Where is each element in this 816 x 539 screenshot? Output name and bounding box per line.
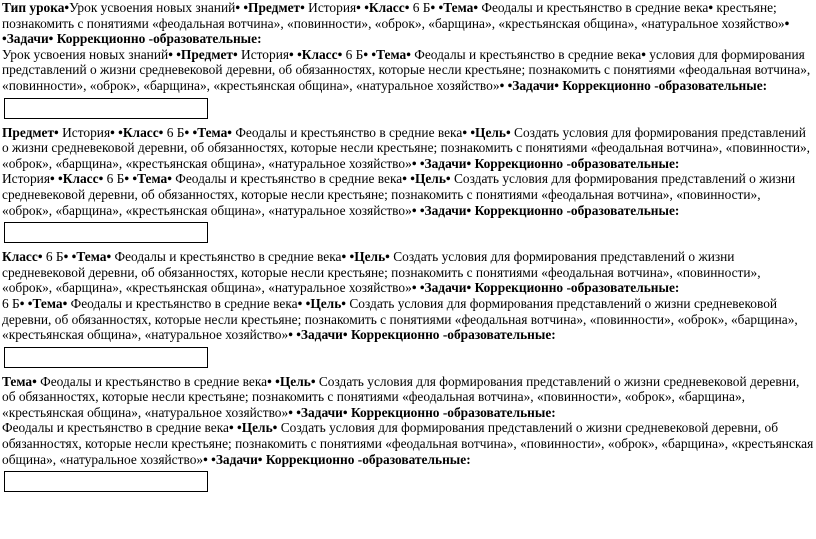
text-run: Феодалы и крестьянство в средние века bbox=[67, 295, 298, 311]
bold-run: • bbox=[466, 202, 472, 218]
bold-run: Задачи bbox=[300, 404, 343, 420]
bold-run: • • bbox=[203, 451, 216, 467]
bold-run: Задачи bbox=[424, 155, 467, 171]
bold-run: • • bbox=[341, 249, 355, 265]
bold-run: • bbox=[473, 0, 479, 15]
bold-run: Класс bbox=[2, 249, 38, 265]
bold-run: Предмет bbox=[180, 46, 233, 62]
paragraph bbox=[2, 296, 814, 343]
bold-run: Коррекционно -образовательные: bbox=[262, 451, 471, 467]
bold-run: Тема bbox=[137, 171, 168, 187]
text-run: Феодалы и крестьянство в средние века bbox=[478, 0, 709, 15]
bold-run: • • bbox=[356, 0, 369, 15]
bold-run: • bbox=[337, 46, 343, 62]
paragraph bbox=[2, 420, 814, 467]
bold-run: Цель bbox=[279, 373, 311, 389]
bold-run: • • bbox=[411, 155, 425, 171]
block-1 bbox=[2, 0, 814, 119]
bold-run: • • bbox=[402, 171, 415, 187]
text-run: 6 Б bbox=[409, 0, 431, 15]
bold-run: • bbox=[48, 31, 54, 47]
block-3 bbox=[2, 249, 814, 368]
bold-run: • bbox=[708, 0, 714, 15]
text-run: История bbox=[58, 124, 111, 140]
text-run: 6 Б bbox=[342, 46, 364, 62]
answer-box[interactable] bbox=[4, 347, 208, 368]
bold-run: Задачи bbox=[6, 31, 49, 47]
bold-run: Тема bbox=[76, 249, 107, 265]
bold-run: Коррекционно -образовательные: bbox=[347, 404, 556, 420]
bold-run: Класс bbox=[301, 46, 338, 62]
text-run: 6 Б bbox=[2, 295, 20, 311]
bold-run: • • bbox=[288, 404, 301, 420]
bold-run: Коррекционно -образовательные: bbox=[471, 280, 680, 296]
bold-run: • bbox=[342, 327, 348, 343]
bold-run: • bbox=[227, 124, 232, 140]
bold-run: • bbox=[466, 280, 472, 296]
bold-run: • • bbox=[110, 124, 123, 140]
bold-run: Класс bbox=[62, 171, 99, 187]
bold-run: • • bbox=[411, 280, 425, 296]
bold-run: Задачи bbox=[424, 280, 467, 296]
bold-run: • • bbox=[184, 124, 198, 140]
bold-run: Класс bbox=[122, 124, 159, 140]
bold-run: • bbox=[554, 77, 559, 93]
text-run: условия для формирования представлений о жизни средневековой деревни, об обязанностях, которые несли крестьяне; познакомить с понятиями «феодальная вотчина», «повинности», «оброк», «барщина», «крестьянская община», «натуральное хозяйство» bbox=[2, 46, 811, 93]
text-run: Создать условия для формирования представлений о жизни средневековой деревни, об обязанностях, которые несли крестьяне; познакомить с понятиями «феодальная вотчина», «повинности», «оброк», «барщина», «крестьянская община», «натуральное хозяйство» bbox=[2, 124, 811, 171]
paragraph bbox=[2, 47, 814, 94]
bold-run: • bbox=[506, 124, 511, 140]
answer-box[interactable] bbox=[4, 98, 208, 119]
bold-run: • bbox=[404, 0, 410, 15]
text-run: Урок усвоения новых знаний bbox=[2, 46, 169, 62]
bold-run: • bbox=[310, 373, 316, 389]
bold-run: • bbox=[62, 295, 68, 311]
bold-run: • bbox=[300, 0, 305, 15]
bold-run: • bbox=[272, 420, 278, 436]
bold-run: Задачи bbox=[512, 77, 555, 93]
bold-run: Тема bbox=[2, 373, 33, 389]
text-run: крестьяне; познакомить с понятиями «феодальная вотчина», «повинности», «оброк», «барщина», «крестьянская община», «натуральное хозяйство» bbox=[2, 0, 785, 31]
bold-run: • • bbox=[63, 249, 77, 265]
bold-run: • • bbox=[267, 373, 280, 389]
bold-run: Тема bbox=[376, 46, 407, 62]
bold-run: • • bbox=[124, 171, 138, 187]
bold-run: • bbox=[257, 451, 263, 467]
bold-run: Тема bbox=[32, 295, 63, 311]
bold-run: Предмет bbox=[248, 0, 301, 15]
text-run: Создать условия для формирования представлений о жизни средневековой деревни, об обязанностях, которые несли крестьяне; познакомить с понятиями «феодальная вотчина», «повинности», «оброк», «барщина», «крестьянская община», «натуральное хозяйство» bbox=[2, 373, 800, 420]
text-run: Феодалы и крестьянство в средние века bbox=[171, 171, 403, 187]
bold-run: • bbox=[32, 373, 37, 389]
bold-run: Тип урока bbox=[2, 0, 65, 15]
bold-run: • bbox=[158, 124, 164, 140]
bold-run: Задачи bbox=[424, 202, 467, 218]
bold-run: • bbox=[106, 249, 112, 265]
text-run: Создать условия для формирования представлений о жизни средневековой деревни, об обязанностях, которые несли крестьяне; познакомить с понятиями «феодальная вотчина», «повинности», «оброк», «барщина», «крестьянская община», «натуральное хозяйство» bbox=[2, 249, 761, 296]
bold-run: • bbox=[98, 171, 104, 187]
bold-run: Класс bbox=[368, 0, 405, 15]
text-run: Создать условия для формирования представлений о жизни средневековой деревни, об обязанностях, которые несли крестьяне; познакомить с понятиями «феодальная вотчина», «повинности», «оброк», «барщина», «крестьянская община», «натуральное хозяйство» bbox=[2, 171, 796, 218]
bold-run: • bbox=[445, 171, 451, 187]
bold-run: Коррекционно -образовательные: bbox=[471, 202, 680, 218]
bold-run: • bbox=[406, 46, 411, 62]
bold-run: • • bbox=[50, 171, 63, 187]
bold-run: • bbox=[37, 249, 43, 265]
text-run: Феодалы и крестьянство в средние века bbox=[231, 124, 463, 140]
block-4 bbox=[2, 374, 814, 493]
paragraph bbox=[2, 0, 814, 47]
bold-run: • • bbox=[411, 202, 425, 218]
bold-run: Цель bbox=[241, 420, 273, 436]
text-run: Урок усвоения новых знаний bbox=[69, 0, 236, 15]
bold-run: Цель bbox=[475, 124, 506, 140]
bold-run: Коррекционно -образовательные: bbox=[471, 155, 680, 171]
bold-run: • bbox=[641, 46, 646, 62]
bold-run: Тема bbox=[443, 0, 474, 15]
bold-run: • • bbox=[228, 420, 242, 436]
bold-run: Коррекционно -образовательные: bbox=[347, 327, 556, 343]
bold-run: • • bbox=[430, 0, 444, 15]
bold-run: • • bbox=[462, 124, 476, 140]
bold-run: Цель bbox=[414, 171, 446, 187]
bold-run: • bbox=[385, 249, 390, 265]
text-run: Феодалы и крестьянство в средние века bbox=[410, 46, 642, 62]
bold-run: Коррекционно -образовательные: bbox=[53, 31, 262, 47]
text-run: 6 Б bbox=[103, 171, 125, 187]
bold-run: • bbox=[167, 171, 172, 187]
block-2 bbox=[2, 125, 814, 244]
bold-run: • • bbox=[235, 0, 249, 15]
bold-run: • • bbox=[2, 15, 790, 47]
paragraph bbox=[2, 125, 814, 172]
bold-run: • • bbox=[499, 77, 513, 93]
bold-run: • bbox=[466, 155, 472, 171]
bold-run: • • bbox=[288, 327, 301, 343]
bold-run: Тема bbox=[197, 124, 228, 140]
text-run: История bbox=[304, 0, 357, 15]
paragraph bbox=[2, 171, 814, 218]
bold-run: • • bbox=[363, 46, 377, 62]
bold-run: Цель bbox=[354, 249, 386, 265]
bold-run: • • bbox=[297, 295, 311, 311]
bold-run: Задачи bbox=[215, 451, 258, 467]
text-run: 6 Б bbox=[163, 124, 185, 140]
text-run: История bbox=[237, 46, 290, 62]
bold-run: • • bbox=[168, 46, 181, 62]
bold-run: Задачи bbox=[300, 327, 343, 343]
bold-run: • bbox=[54, 124, 59, 140]
text-run: 6 Б bbox=[42, 249, 64, 265]
answer-box[interactable] bbox=[4, 222, 208, 243]
text-run: Феодалы и крестьянство в средние века bbox=[111, 249, 342, 265]
bold-run: • • bbox=[289, 46, 302, 62]
bold-run: Предмет bbox=[2, 124, 55, 140]
bold-run: • bbox=[232, 46, 238, 62]
bold-run: • • bbox=[19, 295, 33, 311]
bold-run: Коррекционно -образовательные: bbox=[558, 77, 768, 93]
bold-run: Цель bbox=[310, 295, 342, 311]
paragraph bbox=[2, 249, 814, 296]
paragraph bbox=[2, 374, 814, 421]
text-run: История bbox=[2, 171, 51, 187]
bold-run: • bbox=[64, 0, 70, 15]
text-run: Создать условия для формирования представлений о жизни средневековой деревни, об обязанностях, которые несли крестьяне; познакомить с понятиями «феодальная вотчина», «повинности», «оброк», «барщина», «крестьянская община», «натуральное хозяйство» bbox=[2, 295, 798, 343]
text-run: Феодалы и крестьянство в средние века bbox=[36, 373, 268, 389]
bold-run: • bbox=[341, 295, 346, 311]
text-run: Создать условия для формирования представлений о жизни средневековой деревни, об обязанностях, которые несли крестьяне; познакомить с понятиями «феодальная вотчина», «повинности», «оброк», «барщина», «крестьянская община», «натуральное хозяйство» bbox=[2, 420, 814, 467]
bold-run: • bbox=[342, 404, 348, 420]
text-run: Феодалы и крестьянство в средние века bbox=[2, 420, 229, 436]
answer-box[interactable] bbox=[4, 471, 208, 492]
